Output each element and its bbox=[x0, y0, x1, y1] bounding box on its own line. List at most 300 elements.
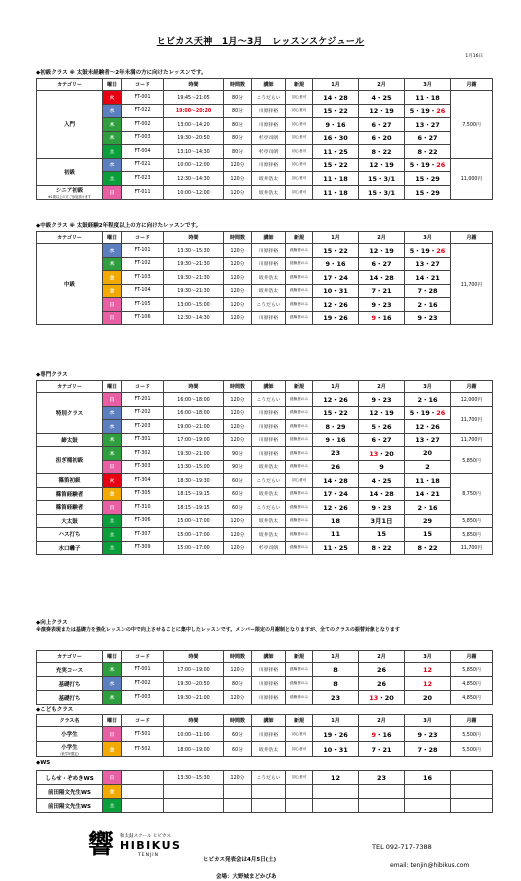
logo-top-text: 和太鼓スクール ヒビカス bbox=[120, 834, 171, 839]
duration-cell: 120分 bbox=[224, 298, 252, 312]
weekday-cell: 木 bbox=[103, 131, 122, 145]
mar-cell: 20 bbox=[405, 447, 451, 461]
jan-cell: 15・22 bbox=[313, 104, 359, 118]
header-cell: 2月 bbox=[359, 651, 405, 663]
weekday-cell: 木 bbox=[103, 433, 122, 447]
new-student-cell: 初心者可 bbox=[286, 727, 313, 742]
table-row bbox=[37, 284, 493, 298]
table-row bbox=[37, 447, 493, 461]
new-student-cell: 経験者のみ bbox=[286, 298, 313, 312]
workshop-section-label: ◆WS bbox=[36, 760, 51, 766]
teacher-cell: 川原拝裕 bbox=[252, 691, 286, 705]
weekday-cell: 日 bbox=[103, 727, 122, 742]
category-cell: 前田陽文先生WS bbox=[37, 799, 103, 813]
category-cell: 基礎打ち bbox=[37, 691, 103, 705]
month-date: 5 bbox=[409, 246, 415, 255]
header-cell: 2月 bbox=[359, 232, 405, 244]
duration-cell: 60分 bbox=[224, 727, 252, 742]
feb-cell: 12・19 bbox=[359, 406, 405, 420]
jan-cell bbox=[313, 785, 359, 799]
feb-cell: 9・16 bbox=[359, 311, 405, 325]
mar-cell bbox=[405, 785, 451, 799]
time-cell: 15:00～17:00 bbox=[164, 528, 224, 542]
header-cell: 曜日 bbox=[103, 715, 122, 727]
code-cell: FT-021 bbox=[122, 158, 164, 172]
code-cell: FT-302 bbox=[122, 447, 164, 461]
weekday-cell: 日 bbox=[103, 298, 122, 312]
time-cell: 10:00～11:00 bbox=[164, 727, 224, 742]
teacher-cell: こうだらい bbox=[252, 91, 286, 105]
feb-cell: 9・23 bbox=[359, 298, 405, 312]
jan-cell: 8 bbox=[313, 663, 359, 677]
duration-cell: 120分 bbox=[224, 284, 252, 298]
teacher-cell: 川原拝裕 bbox=[252, 447, 286, 461]
teacher-cell: 坂井浩太 bbox=[252, 185, 286, 199]
fee-cell bbox=[451, 799, 493, 813]
duration-cell: 80分 bbox=[224, 131, 252, 145]
category-cell: 初級 bbox=[37, 158, 103, 185]
feb-cell: 13・20 bbox=[359, 447, 405, 461]
header-cell: 月謝 bbox=[451, 381, 493, 393]
time-cell: 15:00～17:00 bbox=[164, 514, 224, 528]
mar-cell: 29 bbox=[405, 514, 451, 528]
category-cell: 水口囃子 bbox=[37, 541, 103, 555]
weekday-cell: 日 bbox=[103, 393, 122, 407]
jan-cell: 26 bbox=[313, 460, 359, 474]
table-row bbox=[37, 528, 493, 542]
teacher-cell: 川原拝裕 bbox=[252, 406, 286, 420]
table-row bbox=[37, 799, 493, 813]
weekday-cell: 土 bbox=[103, 541, 122, 555]
code-cell bbox=[122, 799, 164, 813]
code-cell: FT-304 bbox=[122, 474, 164, 488]
mar-cell: 8・22 bbox=[405, 541, 451, 555]
header-cell: 月謝 bbox=[451, 79, 493, 91]
header-cell: 曜日 bbox=[103, 651, 122, 663]
month-date: 5 bbox=[409, 107, 415, 116]
table-row bbox=[37, 771, 493, 785]
jan-cell: 15・22 bbox=[313, 244, 359, 258]
time-cell: 18:15～19:15 bbox=[164, 501, 224, 515]
new-student-cell: 初心者可 bbox=[286, 131, 313, 145]
new-student-cell: 経験者のみ bbox=[286, 311, 313, 325]
time-cell: 16:00～18:00 bbox=[164, 406, 224, 420]
header-cell: 1月 bbox=[313, 79, 359, 91]
time-cell: 16:00～18:00 bbox=[164, 393, 224, 407]
mar-cell bbox=[405, 677, 451, 691]
mar-cell: 2・16 bbox=[405, 393, 451, 407]
header-cell: 時間数 bbox=[224, 715, 252, 727]
kids-section-label: ◆こどもクラス bbox=[36, 707, 74, 713]
time-cell: 13:10～14:30 bbox=[164, 145, 224, 159]
header-cell: 月謝 bbox=[451, 715, 493, 727]
fee-cell: 5,500円 bbox=[451, 742, 493, 757]
category-cell: 篠笛経験者 bbox=[37, 501, 103, 515]
header-cell: コード bbox=[122, 232, 164, 244]
new-student-cell: 初心者可 bbox=[286, 145, 313, 159]
table-row bbox=[37, 785, 493, 799]
feb-cell: 4・25 bbox=[359, 91, 405, 105]
time-cell: 19:30～20:50 bbox=[164, 677, 224, 691]
jan-cell: 15・22 bbox=[313, 406, 359, 420]
month-date: 20 bbox=[384, 449, 394, 458]
weekday-cell: 金 bbox=[103, 785, 122, 799]
table-row bbox=[37, 104, 493, 118]
category-cell: 特別クラス bbox=[37, 393, 103, 434]
duration-cell bbox=[224, 785, 252, 799]
feb-cell: 14・28 bbox=[359, 487, 405, 501]
fee-cell: 11,700円 bbox=[451, 541, 493, 555]
jan-cell: 12・26 bbox=[313, 298, 359, 312]
fee-cell: 11,700円 bbox=[451, 433, 493, 447]
header-cell: コード bbox=[122, 715, 164, 727]
mar-cell: 15 bbox=[405, 528, 451, 542]
jan-cell: 17・24 bbox=[313, 271, 359, 285]
feb-cell: 26 bbox=[359, 663, 405, 677]
code-cell: FT-203 bbox=[122, 420, 164, 434]
header-cell: 2月 bbox=[359, 79, 405, 91]
month-date: 16 bbox=[382, 314, 392, 323]
teacher-cell: 川原拝裕 bbox=[252, 727, 286, 742]
month-date: 19 bbox=[420, 161, 430, 170]
teacher-cell: 川原拝裕 bbox=[252, 311, 286, 325]
category-cell: 入門 bbox=[37, 91, 103, 159]
header-cell: 時間 bbox=[164, 381, 224, 393]
table-row bbox=[37, 433, 493, 447]
beginner-table bbox=[36, 78, 493, 200]
time-cell: 13:30～15:30 bbox=[164, 244, 224, 258]
duration-cell bbox=[224, 799, 252, 813]
header-cell: 講師 bbox=[252, 381, 286, 393]
new-student-cell: 経験者のみ bbox=[286, 271, 313, 285]
mar-cell bbox=[405, 663, 451, 677]
jan-cell: 14・28 bbox=[313, 474, 359, 488]
weekday-cell: 日 bbox=[103, 185, 122, 199]
feb-cell: 6・27 bbox=[359, 433, 405, 447]
fee-cell: 5,850円 bbox=[451, 514, 493, 528]
weekday-cell: 水 bbox=[103, 158, 122, 172]
header-cell: 時間 bbox=[164, 79, 224, 91]
table-header-row bbox=[37, 79, 493, 91]
feb-cell: 13・20 bbox=[359, 691, 405, 705]
category-cell: シニア初級 ※1歳以上の方ご参加頂けます bbox=[37, 185, 103, 199]
jan-cell: 8 bbox=[313, 677, 359, 691]
header-cell: 時間 bbox=[164, 715, 224, 727]
header-cell: 曜日 bbox=[103, 79, 122, 91]
duration-cell: 90分 bbox=[224, 447, 252, 461]
jan-cell: 11・18 bbox=[313, 172, 359, 186]
code-cell: FT-003 bbox=[122, 131, 164, 145]
teacher-cell bbox=[252, 799, 286, 813]
fee-cell: 12,000円 bbox=[451, 393, 493, 407]
time-cell: 19:30～21:30 bbox=[164, 257, 224, 271]
header-cell: 新規 bbox=[286, 381, 313, 393]
mar-cell: 9・23 bbox=[405, 727, 451, 742]
header-cell: 時間数 bbox=[224, 232, 252, 244]
duration-cell: 80分 bbox=[224, 104, 252, 118]
weekday-cell: 土 bbox=[103, 145, 122, 159]
new-student-cell: 経験者のみ bbox=[286, 244, 313, 258]
improvement-note: ※演奏表現または基礎力を強化レッスンの中で向上させることに集中したレッスンです。メンバー限定の月謝制となりますが、全てのクラスの振替対象となります bbox=[36, 627, 400, 633]
table-row bbox=[37, 460, 493, 474]
feb-cell: 15・3/1 bbox=[359, 172, 405, 186]
duration-cell: 120分 bbox=[224, 541, 252, 555]
table-row bbox=[37, 393, 493, 407]
email-address: email: tenjin@hibikus.com bbox=[390, 862, 470, 869]
time-cell: 19:30～21:30 bbox=[164, 271, 224, 285]
duration-cell: 120分 bbox=[224, 663, 252, 677]
table-row bbox=[37, 131, 493, 145]
fee-cell: 11,700円 bbox=[451, 406, 493, 433]
category-cell: 小学生 (低学年限定) bbox=[37, 742, 103, 757]
table-row bbox=[37, 727, 493, 742]
month-date: 12 bbox=[422, 679, 433, 688]
mar-cell: 6・27 bbox=[405, 131, 451, 145]
time-cell: 17:00～19:00 bbox=[164, 663, 224, 677]
fee-cell: 4,850円 bbox=[451, 691, 493, 705]
teacher-cell: 川原拝裕 bbox=[252, 420, 286, 434]
month-date: 16 bbox=[382, 730, 392, 739]
feb-cell: 3月1日 bbox=[359, 514, 405, 528]
jan-cell: 12・26 bbox=[313, 501, 359, 515]
logo-main-text: HIBIKUS bbox=[120, 839, 182, 852]
feb-cell: 12・19 bbox=[359, 158, 405, 172]
weekday-cell: 水 bbox=[103, 104, 122, 118]
feb-cell: 15 bbox=[359, 528, 405, 542]
mar-cell: 11・18 bbox=[405, 474, 451, 488]
advanced-section-label: ◆専門クラス bbox=[36, 372, 68, 378]
jan-cell: 10・31 bbox=[313, 742, 359, 757]
code-cell: FT-106 bbox=[122, 311, 164, 325]
weekday-cell: 土 bbox=[103, 514, 122, 528]
jan-cell bbox=[313, 799, 359, 813]
new-student-cell: 初心者可 bbox=[286, 118, 313, 132]
duration-cell: 120分 bbox=[224, 244, 252, 258]
page-title: ヒビカス天神 1月～3月 レッスンスケジュール bbox=[156, 37, 365, 47]
duration-cell: 80分 bbox=[224, 677, 252, 691]
time-cell: 19:45～21:05 bbox=[164, 91, 224, 105]
feb-cell: 8・22 bbox=[359, 145, 405, 159]
category-cell: 中級 bbox=[37, 244, 103, 325]
header-cell: 時間数 bbox=[224, 79, 252, 91]
code-cell: FT-001 bbox=[122, 91, 164, 105]
header-cell: 2月 bbox=[359, 715, 405, 727]
table-row bbox=[37, 691, 493, 705]
category-note: (低学年限定) bbox=[60, 751, 79, 756]
weekday-cell: 水 bbox=[103, 677, 122, 691]
time-cell: 12:30～14:30 bbox=[164, 311, 224, 325]
jan-cell: 23 bbox=[313, 447, 359, 461]
feb-cell bbox=[359, 785, 405, 799]
weekday-cell: 日 bbox=[103, 501, 122, 515]
teacher-cell: 川原拝裕 bbox=[252, 433, 286, 447]
new-student-cell: 経験者のみ bbox=[286, 406, 313, 420]
mar-cell: 8・22 bbox=[405, 145, 451, 159]
code-cell: FT-103 bbox=[122, 271, 164, 285]
teacher-cell: 坂井浩太 bbox=[252, 284, 286, 298]
category-cell: 締太鼓 bbox=[37, 433, 103, 447]
code-cell bbox=[122, 785, 164, 799]
jan-cell: 17・24 bbox=[313, 487, 359, 501]
header-cell: 3月 bbox=[405, 715, 451, 727]
teacher-cell: 坂井浩太 bbox=[252, 460, 286, 474]
table-row bbox=[37, 185, 493, 199]
weekday-cell: 日 bbox=[103, 311, 122, 325]
time-cell: 10:00～12:00 bbox=[164, 158, 224, 172]
code-cell: FT-105 bbox=[122, 298, 164, 312]
header-cell: 1月 bbox=[313, 651, 359, 663]
mar-cell bbox=[405, 799, 451, 813]
fee-cell: 11,000円 bbox=[451, 158, 493, 199]
duration-cell: 120分 bbox=[224, 433, 252, 447]
month-date: 9 bbox=[371, 314, 376, 323]
header-cell: 曜日 bbox=[103, 381, 122, 393]
time-cell: 15:00～17:00 bbox=[164, 541, 224, 555]
month-date: 26 bbox=[436, 246, 446, 255]
category-cell: 充実コース bbox=[37, 663, 103, 677]
duration-cell: 120分 bbox=[224, 158, 252, 172]
fee-cell: 5,500円 bbox=[451, 727, 493, 742]
improvement-section-label: ◆向上クラス bbox=[36, 620, 68, 626]
weekday-cell: 木 bbox=[103, 118, 122, 132]
new-student-cell: 初心者可 bbox=[286, 185, 313, 199]
category-cell: 篠笛初級 bbox=[37, 474, 103, 488]
header-cell: 講師 bbox=[252, 232, 286, 244]
fee-cell: 11,700円 bbox=[451, 244, 493, 325]
feb-cell: 6・20 bbox=[359, 131, 405, 145]
jan-cell: 10・31 bbox=[313, 284, 359, 298]
duration-cell: 120分 bbox=[224, 393, 252, 407]
table-row bbox=[37, 501, 493, 515]
teacher-cell: 川原拝裕 bbox=[252, 104, 286, 118]
category-cell: 担ぎ桶初級 bbox=[37, 447, 103, 474]
category-cell: 大太鼓 bbox=[37, 514, 103, 528]
new-student-cell bbox=[286, 785, 313, 799]
jan-cell: 11・25 bbox=[313, 145, 359, 159]
weekday-cell: 土 bbox=[103, 799, 122, 813]
category-cell: 篠笛経験者 bbox=[37, 487, 103, 501]
table-header-row bbox=[37, 232, 493, 244]
header-cell: 1月 bbox=[313, 715, 359, 727]
mar-cell: 14・21 bbox=[405, 271, 451, 285]
table-row bbox=[37, 91, 493, 105]
header-cell: カテゴリー bbox=[37, 381, 103, 393]
fee-cell: 5,850円 bbox=[451, 663, 493, 677]
category-cell: 基礎打ち bbox=[37, 677, 103, 691]
table-row bbox=[37, 663, 493, 677]
new-student-cell: 経験者のみ bbox=[286, 257, 313, 271]
table-row bbox=[37, 677, 493, 691]
mar-cell: 2・16 bbox=[405, 298, 451, 312]
mar-cell: 13・27 bbox=[405, 433, 451, 447]
header-cell: 1月 bbox=[313, 381, 359, 393]
jan-cell: 12 bbox=[313, 771, 359, 785]
duration-cell: 120分 bbox=[224, 185, 252, 199]
teacher-cell: こうだらい bbox=[252, 298, 286, 312]
feb-cell: 9・16 bbox=[359, 727, 405, 742]
intermediate-table bbox=[36, 231, 493, 325]
mar-cell: 15・29 bbox=[405, 172, 451, 186]
table-header-row bbox=[37, 381, 493, 393]
improvement-table bbox=[36, 650, 493, 705]
duration-cell: 120分 bbox=[224, 691, 252, 705]
jan-cell: 9・16 bbox=[313, 433, 359, 447]
duration-cell: 120分 bbox=[224, 420, 252, 434]
time-cell: 19:00～20:20 bbox=[164, 104, 224, 118]
teacher-cell: 川原拝裕 bbox=[252, 677, 286, 691]
duration-cell: 120分 bbox=[224, 771, 252, 785]
weekday-cell: 水 bbox=[103, 406, 122, 420]
mar-cell: 12・26 bbox=[405, 420, 451, 434]
feb-cell: 12・19 bbox=[359, 244, 405, 258]
header-cell: 講師 bbox=[252, 79, 286, 91]
weekday-cell: 金 bbox=[103, 487, 122, 501]
jan-cell: 11・25 bbox=[313, 541, 359, 555]
mar-cell: 7・28 bbox=[405, 742, 451, 757]
new-student-cell: 経験者のみ bbox=[286, 460, 313, 474]
feb-cell: 6・27 bbox=[359, 118, 405, 132]
teacher-cell: 川原拝裕 bbox=[252, 118, 286, 132]
table-row bbox=[37, 118, 493, 132]
duration-cell: 120分 bbox=[224, 257, 252, 271]
header-cell: カテゴリー bbox=[37, 79, 103, 91]
feb-cell: 9 bbox=[359, 460, 405, 474]
weekday-cell: 水 bbox=[103, 244, 122, 258]
code-cell: FT-310 bbox=[122, 501, 164, 515]
new-student-cell: 初心者可 bbox=[286, 91, 313, 105]
month-date: 26 bbox=[436, 409, 446, 418]
jan-cell: 19・26 bbox=[313, 311, 359, 325]
time-cell: 18:15～19:15 bbox=[164, 487, 224, 501]
code-cell bbox=[122, 771, 164, 785]
new-student-cell: 経験者のみ bbox=[286, 501, 313, 515]
duration-cell: 120分 bbox=[224, 311, 252, 325]
feb-cell: 7・21 bbox=[359, 284, 405, 298]
new-student-cell: 経験者のみ bbox=[286, 420, 313, 434]
table-row bbox=[37, 742, 493, 757]
code-cell: FT-201 bbox=[122, 393, 164, 407]
header-cell: コード bbox=[122, 651, 164, 663]
header-cell: 曜日 bbox=[103, 232, 122, 244]
jan-cell: 14・28 bbox=[313, 91, 359, 105]
weekday-cell: 木 bbox=[103, 447, 122, 461]
table-row bbox=[37, 172, 493, 186]
weekday-cell: 金 bbox=[103, 284, 122, 298]
teacher-cell: 坂井浩太 bbox=[252, 528, 286, 542]
new-student-cell: 経験者のみ bbox=[286, 677, 313, 691]
new-student-cell: 経験者のみ bbox=[286, 663, 313, 677]
duration-cell: 120分 bbox=[224, 514, 252, 528]
header-cell: カテゴリー bbox=[37, 232, 103, 244]
jan-cell: 11・18 bbox=[313, 185, 359, 199]
code-cell: FT-002 bbox=[122, 677, 164, 691]
new-student-cell: 経験者のみ bbox=[286, 284, 313, 298]
jan-cell: 12・26 bbox=[313, 393, 359, 407]
duration-cell: 120分 bbox=[224, 271, 252, 285]
duration-cell: 80分 bbox=[224, 145, 252, 159]
jan-cell: 11 bbox=[313, 528, 359, 542]
time-cell: 13:00～14:20 bbox=[164, 118, 224, 132]
header-cell: コード bbox=[122, 381, 164, 393]
feb-cell: 14・28 bbox=[359, 271, 405, 285]
time-cell: 18:00～19:00 bbox=[164, 742, 224, 757]
time-cell: 17:00～19:00 bbox=[164, 433, 224, 447]
kids-table bbox=[36, 714, 493, 757]
time-cell: 13:00～15:00 bbox=[164, 298, 224, 312]
category-cell: 小学生 bbox=[37, 727, 103, 742]
mar-cell: 14・21 bbox=[405, 487, 451, 501]
header-cell: 3月 bbox=[405, 381, 451, 393]
